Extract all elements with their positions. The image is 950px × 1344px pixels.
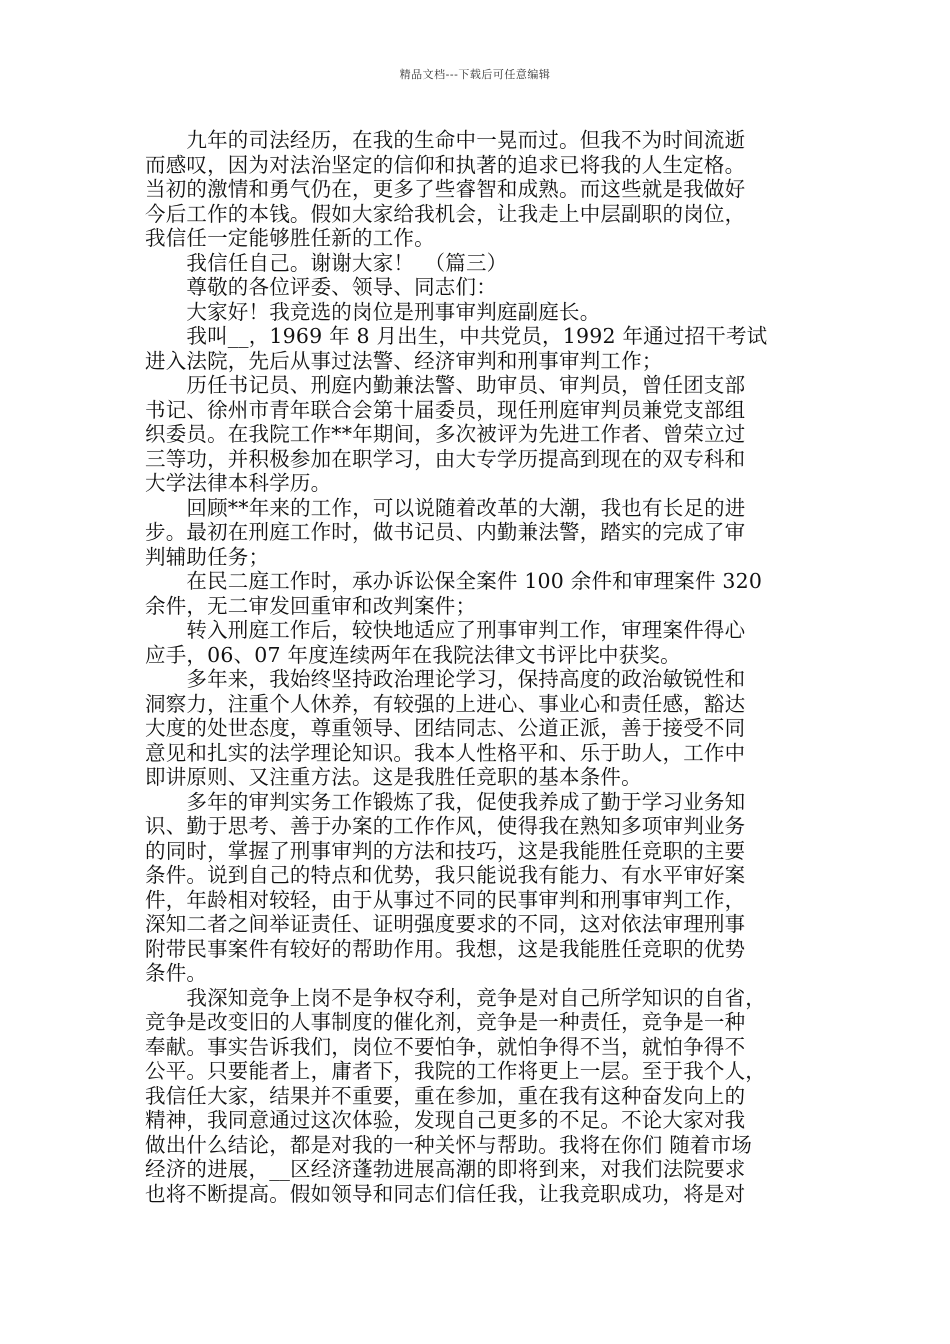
text-line: 件，年龄相对较轻，由于从事过不同的民事审判和刑事审判工作， bbox=[145, 887, 746, 912]
page-header: 精品文档---下载后可任意编辑 bbox=[399, 68, 551, 81]
text-line: 当初的激情和勇气仍在，更多了些睿智和成熟。而这些就是我做好 bbox=[145, 177, 746, 201]
text-line: 经济的进展，__区经济蓬勃进展高潮的即将到来，对我们法院要求 bbox=[145, 1157, 746, 1181]
text-line: 竞争是改变旧的人事制度的催化剂，竞争是一种责任，竞争是一种 bbox=[145, 1010, 746, 1034]
text-line: 织委员。在我院工作**年期间，多次被评为先进工作者、曾荣立过 bbox=[145, 422, 746, 446]
text-line: 我深知竞争上岗不是争权夺利，竞争是对自己所学知识的自省， bbox=[145, 985, 766, 1010]
text-line: 进入法院，先后从事过法警、经济审判和刑事审判工作； bbox=[145, 348, 663, 373]
text-line: 即讲原则、又注重方法。这是我胜任竞职的基本条件。 bbox=[145, 765, 642, 789]
text-line: 三等功，并积极参加在职学习，由大专学历提高到现在的双专科和 bbox=[145, 446, 746, 471]
text-line: 附带民事案件有较好的帮助作用。我想，这是我能胜任竞职的优势 bbox=[145, 936, 746, 961]
text-line: 识、勤于思考、善于办案的工作作风，使得我在熟知多项审判业务 bbox=[145, 814, 746, 838]
text-line: 多年的审判实务工作锻炼了我，促使我养成了勤于学习业务知 bbox=[145, 789, 746, 814]
text-line: 而感叹，因为对法治坚定的信仰和执著的追求已将我的人生定格。 bbox=[145, 152, 746, 177]
text-line: 条件。说到自己的特点和优势，我只能说我有能力、有水平审好案 bbox=[145, 863, 746, 887]
text-line: 大学法律本科学历。 bbox=[145, 471, 332, 495]
text-line: 转入刑庭工作后，较快地适应了刑事审判工作，审理案件得心 bbox=[145, 618, 746, 642]
text-line: 我信任自己。谢谢大家！ （篇三） bbox=[145, 250, 508, 275]
text-line: 我信任一定能够胜任新的工作。 bbox=[145, 226, 435, 250]
text-line: 我信任大家，结果并不重要，重在参加，重在我有这种奋发向上的 bbox=[145, 1083, 746, 1108]
text-line: 条件。 bbox=[145, 961, 208, 985]
text-line: 步。最初在刑庭工作时，做书记员、内勤兼法警，踏实的完成了审 bbox=[145, 520, 746, 544]
text-line: 九年的司法经历，在我的生命中一晃而过。但我不为时间流逝 bbox=[145, 128, 746, 152]
text-line: 大度的处世态度，尊重领导、团结同志、公道正派，善于接受不同 bbox=[145, 716, 746, 740]
text-line: 我叫__，1969 年 8 月出生，中共党员，1992 年通过招干考试 bbox=[145, 324, 768, 348]
text-line: 判辅助任务； bbox=[145, 544, 270, 569]
text-line: 多年来，我始终坚持政治理论学习，保持高度的政治敏锐性和 bbox=[145, 667, 746, 691]
text-line: 做出什么结论，都是对我的一种关怀与帮助。我将在你们 随着市场 bbox=[145, 1132, 753, 1157]
text-line: 的同时，掌握了刑事审判的方法和技巧，这是我能胜任竞职的主要 bbox=[145, 838, 746, 863]
text-line: 意见和扎实的法学理论知识。我本人性格平和、乐于助人，工作中 bbox=[145, 740, 746, 765]
text-line: 深知二者之间举证责任、证明强度要求的不同，这对依法审理刑事 bbox=[145, 912, 746, 936]
text-line: 洞察力，注重个人休养，有较强的上进心、事业心和责任感，豁达 bbox=[145, 691, 746, 716]
text-line: 书记、徐州市青年联合会第十届委员，现任刑庭审判员兼党支部组 bbox=[145, 397, 746, 422]
text-line: 大家好！我竞选的岗位是刑事审判庭副庭长。 bbox=[145, 299, 601, 324]
text-line: 奉献。事实告诉我们，岗位不要怕争，就怕争得不当，就怕争得不 bbox=[145, 1034, 746, 1059]
text-line: 精神，我同意通过这次体验，发现自己更多的不足。不论大家对我 bbox=[145, 1108, 746, 1132]
text-line: 回顾**年来的工作，可以说随着改革的大潮，我也有长足的进 bbox=[145, 495, 746, 520]
text-line: 今后工作的本钱。假如大家给我机会，让我走上中层副职的岗位， bbox=[145, 201, 746, 226]
text-line: 余件，无二审发回重审和改判案件； bbox=[145, 593, 477, 618]
document-body bbox=[145, 128, 809, 1206]
text-line: 应手，06、07 年度连续两年在我院法律文书评比中获奖。 bbox=[145, 642, 681, 667]
text-line: 也将不断提高。假如领导和同志们信任我，让我竞职成功，将是对 bbox=[145, 1181, 746, 1206]
text-line: 尊敬的各位评委、领导、同志们： bbox=[145, 275, 497, 299]
text-line: 历任书记员、刑庭内勤兼法警、助审员、审判员，曾任团支部 bbox=[145, 373, 746, 397]
text-line: 公平。只要能者上，庸者下，我院的工作将更上一层。至于我个人， bbox=[145, 1059, 766, 1083]
text-line: 在民二庭工作时，承办诉讼保全案件 100 余件和审理案件 320 bbox=[145, 569, 763, 593]
